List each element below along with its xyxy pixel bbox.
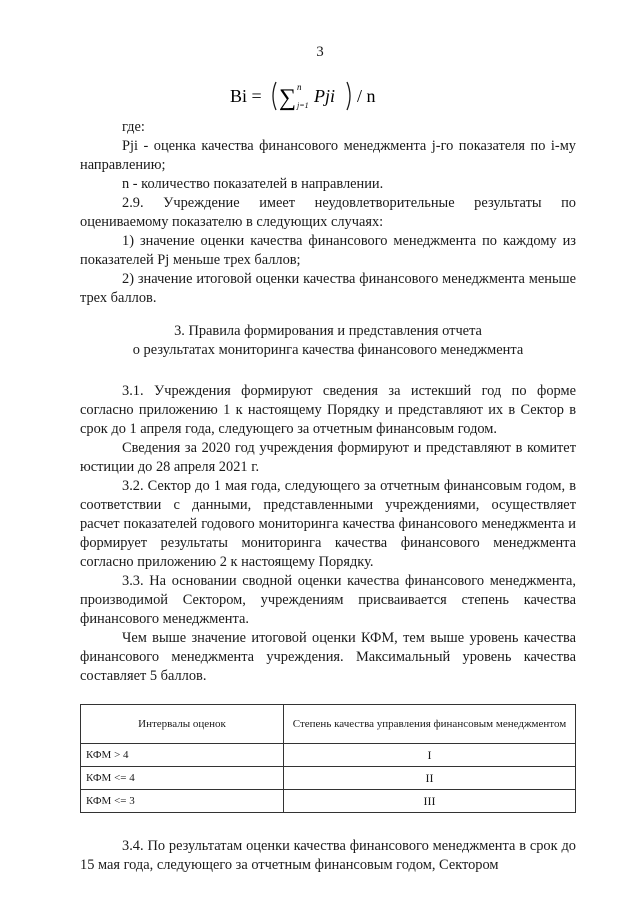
table-cell: КФМ > 4 — [81, 744, 284, 767]
paragraph: 1) значение оценки качества финансового менеджмента по каждому из показателей Pj меньше трех баллов; — [80, 233, 576, 268]
left-paren — [273, 82, 276, 110]
sum-lower: j=1 — [297, 101, 309, 110]
sum-upper: n — [297, 82, 302, 92]
paragraph: 3.4. По результатам оценки качества финансового менеджмента в срок до 15 мая года, следующего за отчетным финансовым годом, Сектором — [80, 838, 576, 873]
section-heading-line: о результатах мониторинга качества финансового менеджмента — [132, 342, 524, 358]
document-body — [80, 118, 576, 875]
paragraph: 3.2. Сектор до 1 мая года, следующего за отчетным финансовым годом, в соответствии с данными, представленными учреждениями, осуществляет расчет показателей годового мониторинга качества финансового менеджмента и формирует результаты мониторинга качества финансового менеджмента согласно приложению 2 к настоящему Порядку. — [80, 478, 576, 570]
table-row — [81, 744, 576, 767]
section-heading — [80, 322, 576, 360]
paragraph: 2) значение итоговой оценки качества финансового менеджмента меньше трех баллов. — [80, 271, 576, 306]
paragraph: 2.9. Учреждение имеет неудовлетворительные результаты по оцениваемому показателю в следующих случаях: — [80, 195, 576, 230]
paragraph: 3.1. Учреждения формируют сведения за истекший год по форме согласно приложению 1 к настоящему Порядку и представляют их в Сектор в срок до 1 апреля года, следующего за отчетным финансовым годом. — [80, 383, 576, 437]
right-paren — [347, 82, 350, 110]
formula-left: Bi = — [230, 86, 262, 106]
table-row — [81, 790, 576, 813]
sum-term: Pji — [314, 86, 335, 106]
paragraph: где: — [122, 119, 145, 135]
table-cell: I — [284, 744, 576, 767]
section-heading-line: 3. Правила формирования и представления отчета — [174, 323, 482, 339]
paragraph: n - количество показателей в направлении. — [122, 176, 384, 192]
page-number: 3 — [316, 44, 324, 60]
paragraph: 3.3. На основании сводной оценки качества финансового менеджмента, производимой Сектором, учреждениям присваивается степень качества финансового менеджмента. — [80, 573, 576, 627]
paragraph: Чем выше значение итоговой оценки КФМ, тем выше уровень качества финансового менеджмента учреждения. Максимальный уровень качества составляет 5 баллов. — [80, 630, 576, 684]
quality-scale-table — [80, 704, 576, 813]
table-cell: КФМ <= 4 — [81, 767, 284, 790]
formula-graphic — [230, 78, 410, 114]
paragraph: Pji - оценка качества финансового менеджмента j-го показателя по i-му направлению; — [80, 138, 576, 173]
table-cell: III — [284, 790, 576, 813]
table-header-cell: Интервалы оценок — [81, 705, 284, 744]
table-row — [81, 767, 576, 790]
sigma-symbol: ∑ — [279, 85, 297, 111]
table-cell: II — [284, 767, 576, 790]
table-header-row — [81, 705, 576, 744]
formula-right: / n — [357, 86, 376, 106]
formula — [0, 78, 640, 119]
paragraph: Сведения за 2020 год учреждения формируют и представляют в комитет юстиции до 28 апреля 2021 г. — [80, 440, 576, 475]
table-header-cell: Степень качества управления финансовым менеджментом — [284, 705, 576, 744]
table-cell: КФМ <= 3 — [81, 790, 284, 813]
